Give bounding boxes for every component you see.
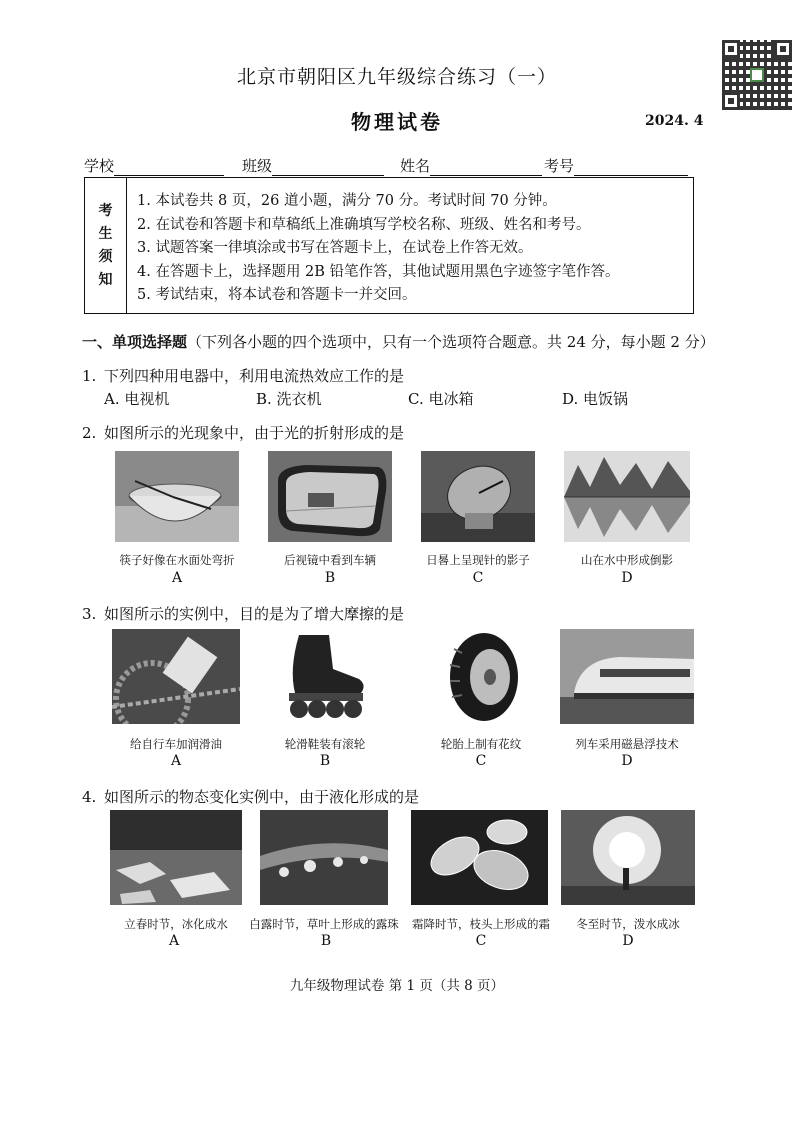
option-2a-letter[interactable]: A bbox=[171, 570, 183, 586]
caption-3c: 轮胎上制有花纹 bbox=[440, 737, 522, 751]
instruction-item: 1. 本试卷共 8 页，26 道小题，满分 70 分。考试时间 70 分钟。 bbox=[137, 193, 557, 209]
instruction-item: 3. 试题答案一律填涂或书写在答题卡上，在试卷上作答无效。 bbox=[137, 240, 533, 256]
sundial-image bbox=[421, 451, 535, 542]
caption-2d: 山在水中形成倒影 bbox=[581, 553, 673, 567]
option-4c-letter[interactable]: C bbox=[475, 933, 487, 949]
option-b[interactable]: B. 洗衣机 bbox=[256, 390, 322, 408]
rearview-mirror-image bbox=[268, 451, 392, 542]
exam-title: 北京市朝阳区九年级综合练习（一） bbox=[236, 66, 557, 88]
tire-tread-image bbox=[440, 629, 522, 724]
page-footer: 九年级物理试卷 第 1 页（共 8 页） bbox=[289, 978, 505, 994]
roller-skate-image bbox=[277, 629, 373, 724]
option-3c-letter[interactable]: C bbox=[475, 753, 487, 769]
section-note: （下列各小题的四个选项中，只有一个选项符合题意。共 24 分，每小题 2 分） bbox=[187, 333, 715, 351]
caption-2c: 日晷上呈现针的影子 bbox=[426, 553, 530, 567]
caption-2a: 筷子好像在水面处弯折 bbox=[119, 553, 235, 567]
option-c[interactable]: C. 电冰箱 bbox=[408, 390, 474, 408]
maglev-train-image bbox=[560, 629, 694, 724]
mountain-reflection-image bbox=[564, 451, 690, 542]
question-4-stem: 4. 如图所示的物态变化实例中，由于液化形成的是 bbox=[82, 788, 420, 806]
question-2-stem: 2. 如图所示的光现象中，由于光的折射形成的是 bbox=[82, 424, 405, 442]
splash-freeze-image bbox=[561, 810, 695, 905]
bicycle-chain-oil-image bbox=[112, 629, 240, 724]
instructions-box bbox=[84, 177, 694, 314]
option-2d-letter[interactable]: D bbox=[621, 570, 633, 586]
question-1-stem: 1. 下列四种用电器中，利用电流热效应工作的是 bbox=[82, 367, 405, 385]
melting-ice-image bbox=[110, 810, 242, 905]
option-4b-letter[interactable]: B bbox=[320, 933, 332, 949]
caption-4b: 白露时节，草叶上形成的露珠 bbox=[249, 917, 399, 931]
frost-leaves-image bbox=[411, 810, 548, 905]
option-4a-letter[interactable]: A bbox=[168, 933, 180, 949]
name-field[interactable]: 姓名 bbox=[400, 155, 542, 176]
caption-4d: 冬至时节，泼水成冰 bbox=[576, 917, 680, 931]
question-3-stem: 3. 如图所示的实例中，目的是为了增大摩擦的是 bbox=[82, 605, 405, 623]
caption-3b: 轮滑鞋装有滚轮 bbox=[284, 737, 366, 751]
instructions-list bbox=[137, 190, 620, 308]
exam-subtitle: 物理试卷 bbox=[351, 110, 443, 134]
caption-4c: 霜降时节，枝头上形成的霜 bbox=[412, 917, 550, 931]
option-d[interactable]: D. 电饭锅 bbox=[562, 390, 629, 408]
chopsticks-bowl-image bbox=[115, 451, 239, 542]
option-3d-letter[interactable]: D bbox=[621, 753, 633, 769]
school-field[interactable]: 学校 bbox=[84, 155, 224, 176]
caption-4a: 立春时节，冰化成水 bbox=[124, 917, 228, 931]
option-3b-letter[interactable]: B bbox=[319, 753, 331, 769]
caption-3a: 给自行车加润滑油 bbox=[130, 737, 222, 751]
caption-2b: 后视镜中看到车辆 bbox=[284, 553, 376, 567]
exam-date: 2024. 4 bbox=[645, 113, 704, 129]
caption-3d: 列车采用磁悬浮技术 bbox=[575, 737, 679, 751]
option-4d-letter[interactable]: D bbox=[622, 933, 634, 949]
instructions-label: 考 生 须 知 bbox=[85, 178, 127, 313]
option-3a-letter[interactable]: A bbox=[170, 753, 182, 769]
instruction-item: 5. 考试结束，将本试卷和答题卡一并交回。 bbox=[137, 287, 417, 303]
dew-drops-image bbox=[260, 810, 388, 905]
section-heading: 一、单项选择题（下列各小题的四个选项中，只有一个选项符合题意。共 24 分，每小题 2 分） bbox=[82, 333, 715, 351]
exam-number-field[interactable]: 考号 bbox=[544, 155, 688, 176]
class-field[interactable]: 班级 bbox=[242, 155, 384, 176]
option-2b-letter[interactable]: B bbox=[324, 570, 336, 586]
option-a[interactable]: A. 电视机 bbox=[104, 390, 170, 408]
instruction-item: 4. 在答题卡上，选择题用 2B 铅笔作答，其他试题用黑色字迹签字笔作答。 bbox=[137, 263, 620, 280]
option-2c-letter[interactable]: C bbox=[472, 570, 484, 586]
instruction-item: 2. 在试卷和答题卡和草稿纸上准确填写学校名称、班级、姓名和考号。 bbox=[137, 216, 591, 233]
